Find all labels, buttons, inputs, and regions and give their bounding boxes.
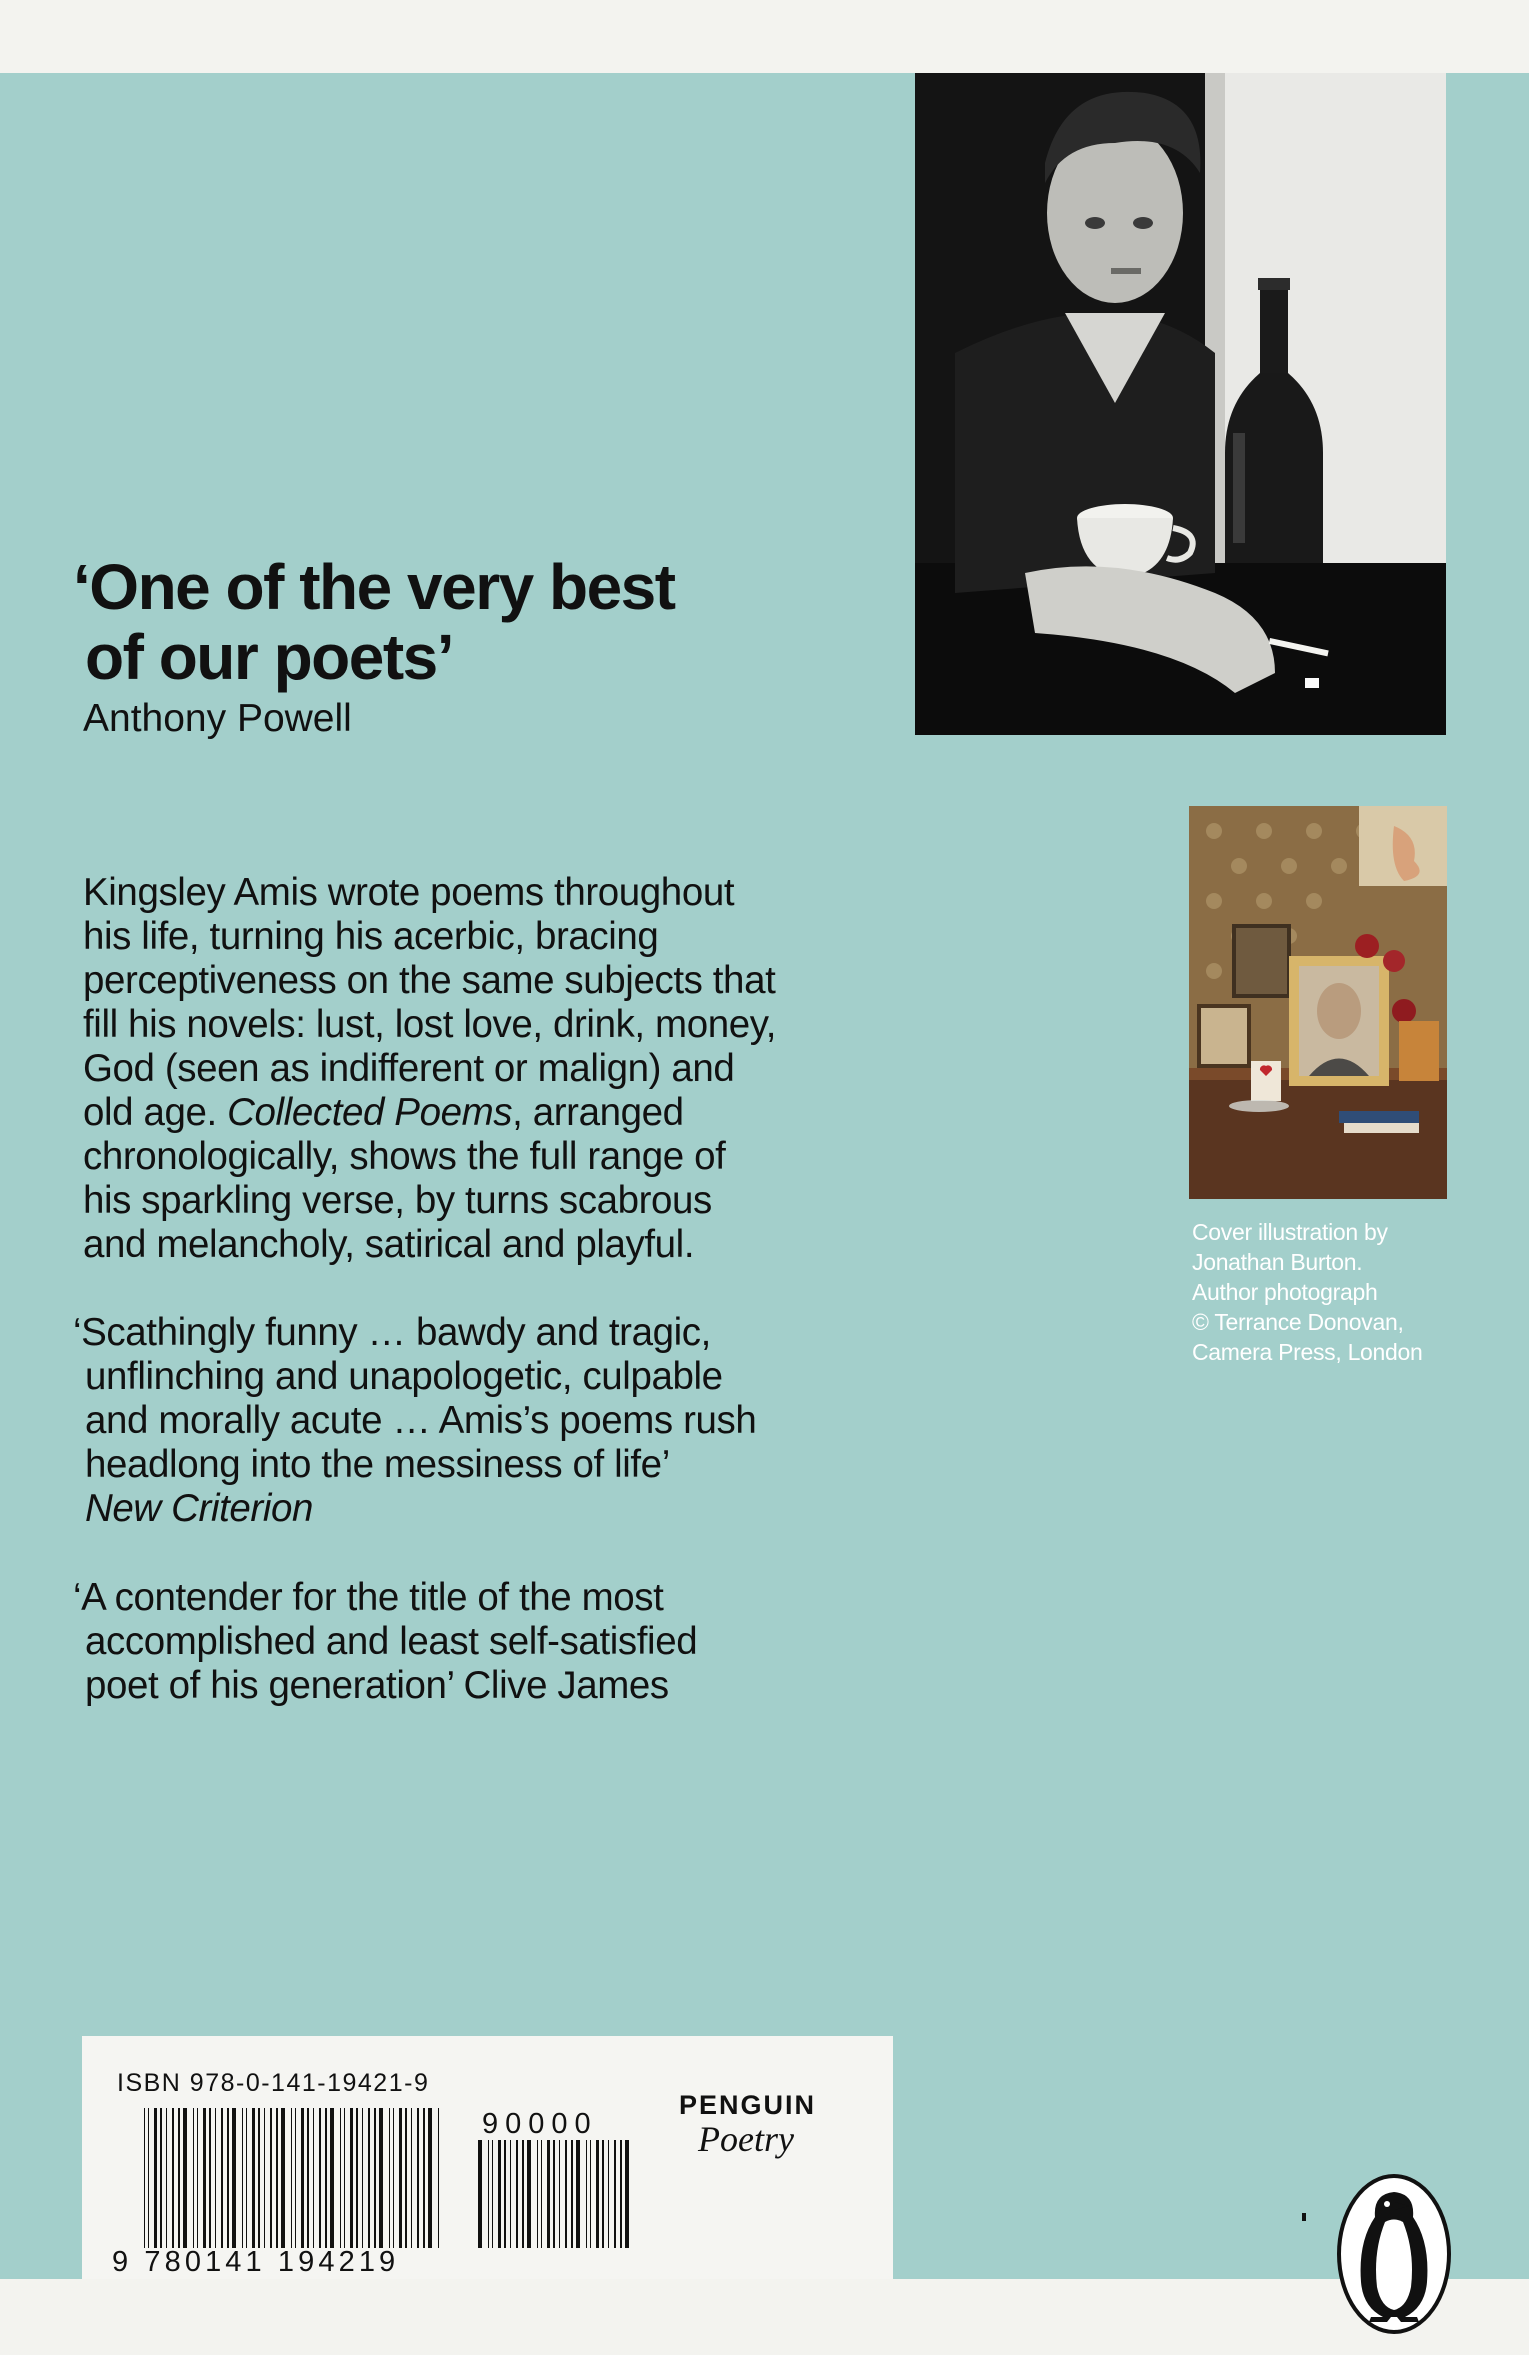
barcode-bar [221,2108,223,2248]
barcode-bar [193,2108,194,2248]
barcode-bar [340,2108,341,2248]
description-line: his sparkling verse, by turns scabrous [83,1179,712,1222]
barcode-bar [178,2108,180,2248]
barcode-bar [362,2108,363,2248]
barcode-bar [144,2108,145,2248]
review-line: and morally acute … Amis’s poems rush [85,1399,757,1442]
barcode-bar [264,2108,265,2248]
barcode-bar [488,2140,489,2248]
barcode-bar [596,2140,599,2248]
credit-line: Author photograph [1192,1279,1378,1305]
barcode-bar [527,2140,531,2248]
description-line: his life, turning his acerbic, bracing [83,915,659,958]
barcode-addon-digits: 90000 [482,2108,598,2140]
barcode-bar [399,2108,402,2248]
headline-quote-line-2: of our poets’ [85,621,454,693]
barcode-bar [356,2108,358,2248]
barcode-bar [242,2108,243,2248]
review-line: ‘A contender for the title of the most [73,1576,664,1619]
barcode-bar [492,2140,493,2248]
barcode-bar [148,2108,149,2248]
barcode-bar [547,2140,550,2248]
review-source-name: New Criterion [85,1487,313,1530]
barcode-bar [393,2108,394,2248]
book-title: Collected Poems [227,1091,513,1134]
barcode-bar [172,2108,174,2248]
barcode-bar [428,2108,432,2248]
barcode-bar [504,2140,506,2248]
barcode-bar [160,2108,162,2248]
barcode-icon [144,2108,444,2248]
barcode-digits: 9 780141 194219 [112,2246,400,2278]
cover-illustration [1189,806,1447,1199]
barcode-bar [516,2140,518,2248]
review-line: unflinching and unapologetic, culpable [85,1355,723,1398]
isbn-label: ISBN 978-0-141-19421-9 [117,2069,430,2097]
cover-credits [1192,1217,1452,1367]
barcode-bar [537,2140,538,2248]
barcode-bar [215,2108,216,2248]
barcode-bar [183,2108,187,2248]
barcode-bar [295,2108,296,2248]
barcode-bar [405,2108,407,2248]
barcode-bar [368,2108,370,2248]
book-description [83,871,883,1267]
barcode-bar [389,2108,390,2248]
barcode-bar [478,2140,482,2248]
barcode-bar [301,2108,304,2248]
barcode-bar [423,2108,425,2248]
barcode-bar [227,2108,229,2248]
description-line: and melancholy, satirical and playful. [83,1223,695,1266]
author-photograph [915,73,1446,735]
print-mark [1302,2213,1306,2221]
barcode-bar [374,2108,376,2248]
barcode-bar [417,2108,419,2248]
description-text: , arranged [512,1091,684,1134]
barcode-bar [379,2108,383,2248]
description-line: chronologically, shows the full range of [83,1135,726,1178]
credit-line: Cover illustration by [1192,1219,1388,1245]
credit-line: Camera Press, London [1192,1339,1423,1365]
barcode-bar [438,2108,439,2248]
penguin-logo-icon [1335,2172,1453,2336]
barcode-bar [565,2140,567,2248]
barcode-bar [625,2140,629,2248]
barcode-bar [510,2140,511,2248]
barcode-bar [276,2108,278,2248]
credit-line: Jonathan Burton. [1192,1249,1363,1275]
barcode-bar [252,2108,255,2248]
review-line: poet of his generation’ Clive James [85,1664,669,1707]
description-line: God (seen as indifferent or malign) and [83,1047,735,1090]
review-line: accomplished and least self-satisfied [85,1620,698,1663]
barcode-bar [498,2140,501,2248]
barcode-panel [82,2036,893,2279]
back-cover [0,73,1529,2279]
description-text: old age. [83,1091,228,1134]
barcode-bar [307,2108,309,2248]
barcode-bar [325,2108,327,2248]
barcode-bar [232,2108,236,2248]
review-quote-new-criterion [73,1311,873,1531]
barcode-bar [203,2108,206,2248]
barcode-bar [553,2140,555,2248]
barcode-bar [586,2140,587,2248]
barcode-bar [344,2108,345,2248]
barcode-bar [270,2108,272,2248]
barcode-addon-icon [478,2140,632,2248]
barcode-bar [620,2140,622,2248]
barcode-bar [541,2140,542,2248]
barcode-bar [602,2140,604,2248]
headline-quote [73,552,773,692]
description-line: perceptiveness on the same subjects that [83,959,776,1002]
review-line: ‘Scathingly funny … bawdy and tragic, [73,1311,711,1354]
barcode-bar [154,2108,157,2248]
barcode-bar [330,2108,334,2248]
credit-line: © Terrance Donovan, [1192,1309,1404,1335]
review-source [73,1487,873,1531]
barcode-bar [576,2140,580,2248]
description-line: fill his novels: lust, lost love, drink, money, [83,1003,777,1046]
description-line [83,1091,883,1135]
review-line: headlong into the messiness of life’ [85,1443,670,1486]
barcode-bar [166,2108,167,2248]
barcode-bar [522,2140,524,2248]
barcode-bar [291,2108,292,2248]
barcode-bar [571,2140,573,2248]
headline-attribution: Anthony Powell [83,697,352,740]
description-line: Kingsley Amis wrote poems throughout [83,871,735,914]
barcode-bar [209,2108,211,2248]
barcode-bar [411,2108,412,2248]
publisher-name: PENGUIN [679,2090,817,2120]
barcode-bar [608,2140,609,2248]
headline-quote-line-1: ‘One of the very best [73,551,675,623]
barcode-bar [559,2140,560,2248]
barcode-bar [246,2108,247,2248]
barcode-bar [350,2108,353,2248]
review-quote-clive-james [73,1576,873,1708]
barcode-bar [614,2140,616,2248]
barcode-bar [590,2140,591,2248]
barcode-bar [197,2108,198,2248]
publisher-series: Poetry [698,2119,794,2159]
barcode-bar [313,2108,314,2248]
barcode-bar [319,2108,321,2248]
barcode-bar [258,2108,260,2248]
barcode-bar [281,2108,285,2248]
